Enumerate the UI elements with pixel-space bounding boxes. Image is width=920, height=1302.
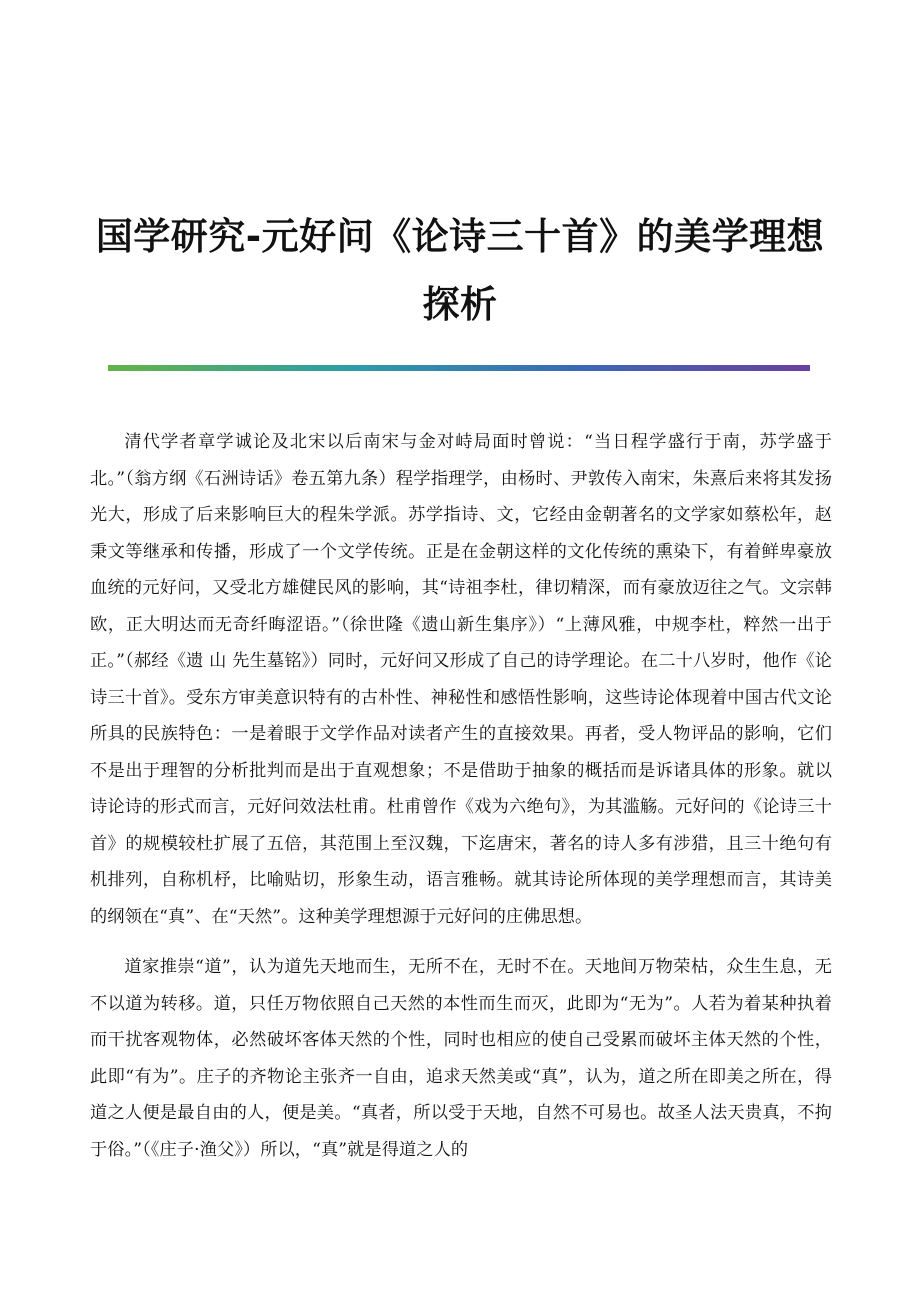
body-paragraph-1: 清代学者章学诚论及北宋以后南宋与金对峙局面时曾说：“当日程学盛行于南，苏学盛于北。”（翁方纲《石洲诗话》卷五第九条）程学指理学，由杨时、尹敦传入南宋，朱熹后来将其发扬光大，形成了后来影响巨大的程朱学派。苏学指诗、文，它经由金朝著名的文学家如蔡松年，赵秉文等继承和传播，形成了一个文学传统。正是在金朝这样的文化传统的熏染下，有着鲜卑豪放血统的元好问，又受北方雄健民风的影响，其“诗祖李杜，律切精深，而有豪放迈往之气。文宗韩欧，正大明达而无奇纤晦涩语。”（徐世隆《遗山新生集序》）“上薄风雅，中规李杜，粹然一出于正。”（郝经《遗 山 先生墓铭》）同时，元好问又形成了自己的诗学理论。在二十八岁时，他作《论诗三十首》。受东方审美意识特有的古朴性、神秘性和感悟性影响，这些诗论体现着中国古代文论所具的民族特色：一是着眼于文学作品对读者产生的直接效果。再者，受人物评品的影响，它们不是出于理智的分析批判而是出于直观想象；不是借助于抽象的概括而是诉诸具体的形象。就以诗论诗的形式而言，元好问效法杜甫。杜甫曾作《戏为六绝句》，为其滥觞。元好问的《论诗三十首》的规模较杜扩展了五倍，其范围上至汉魏，下迄唐宋，著名的诗人多有涉猎，且三十绝句有机排列，自称机杼，比喻贴切，形象生动，语言雅畅。就其诗论所体现的美学理想而言，其诗美的纲领在“真”、在“天然”。这种美学理想源于元好问的庄佛思想。 bbox=[90, 432, 832, 927]
title-divider bbox=[108, 365, 810, 371]
body-paragraph-2: 道家推崇“道”，认为道先天地而生，无所不在，无时不在。天地间万物荣枯，众生生息，无不以道为转移。道，只任万物依照自己天然的本性而生而灭，此即为“无为”。人若为着某种执着而干扰客观物体，必然破坏客体天然的个性，同时也相应的使自己受累而破坏主体天然的个性，此即“有为”。庄子的齐物论主张齐一自由，追求天然美或“真”，认为，道之所在即美之所在，得道之人便是最自由的人，便是美。“真者，所以受于天地，自然不可易也。故圣人法天贵真，不拘于俗。”（《庄子·渔父》）所以，“真”就是得道之人的 bbox=[90, 957, 832, 1160]
document-title: 国学研究-元好问《论诗三十首》的美学理想探析 bbox=[95, 214, 825, 326]
document-body bbox=[90, 424, 832, 1182]
